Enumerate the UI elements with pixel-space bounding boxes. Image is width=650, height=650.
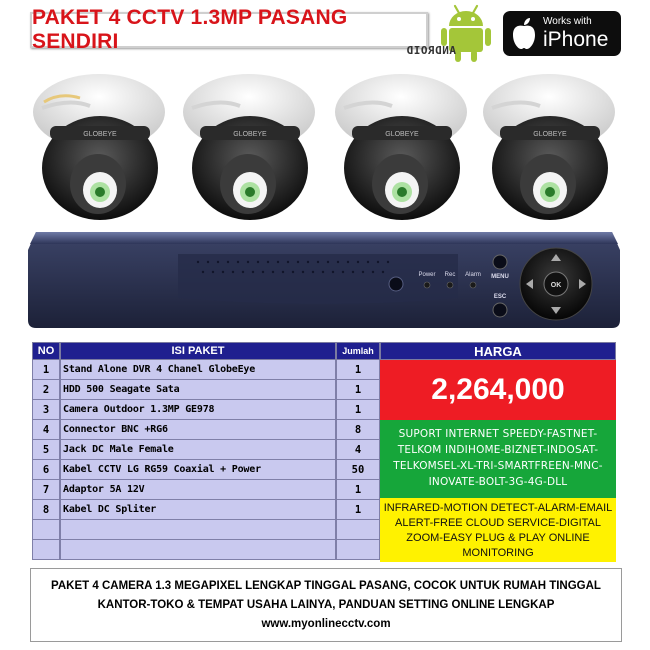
- works-with-iphone-badge: [503, 11, 621, 56]
- cell-item: Stand Alone DVR 4 Chanel GlobeEye: [60, 360, 336, 380]
- cell-qty: 1: [336, 380, 380, 400]
- feature-line: ZOOM-EASY PLUG & PLAY ONLINE: [406, 532, 590, 544]
- cell-item: HDD 500 Seagate Sata: [60, 380, 336, 400]
- cell-no: 5: [32, 440, 60, 460]
- dvr-ok-label: OK: [550, 282, 562, 289]
- camera-brand: GLOBEYE: [233, 131, 267, 138]
- android-label: ANDROID: [406, 44, 456, 57]
- dvr-power-label: Power: [418, 272, 436, 278]
- footer-line: KANTOR-TOKO & TEMPAT USAHA LAINYA, PANDUAN SETTING ONLINE LENGKAP: [97, 599, 555, 611]
- cell-qty: 1: [336, 500, 380, 520]
- features-box: [380, 498, 616, 562]
- cell-item: Jack DC Male Female: [60, 440, 336, 460]
- cell-no: 3: [32, 400, 60, 420]
- cell-qty: 1: [336, 400, 380, 420]
- cell-blank: [336, 520, 380, 540]
- cell-qty: 4: [336, 440, 380, 460]
- camera-brand: GLOBEYE: [385, 131, 419, 138]
- header-qty: Jumlah: [336, 342, 380, 360]
- page-title: PAKET 4 CCTV 1.3MP PASANG SENDIRI: [32, 6, 348, 53]
- cell-no: 8: [32, 500, 60, 520]
- support-line: SUPORT INTERNET SPEEDY-FASTNET-: [398, 428, 598, 440]
- column-qty: [336, 342, 380, 560]
- dome-camera-4: [480, 72, 618, 222]
- website-link[interactable]: www.myonlinecctv.com: [261, 618, 391, 630]
- iphone-badge-small: Works with: [543, 16, 592, 27]
- cell-blank: [60, 520, 336, 540]
- cell-qty: 1: [336, 480, 380, 500]
- cell-no: 1: [32, 360, 60, 380]
- camera-brand: GLOBEYE: [533, 131, 567, 138]
- dvr-recorder: [28, 228, 620, 332]
- support-line: TELKOM INDIHOME-BIZNET-INDOSAT-: [397, 444, 599, 456]
- package-table: [32, 342, 616, 562]
- feature-line: ALERT-FREE CLOUD SERVICE-DIGITAL: [395, 517, 601, 529]
- cell-item: Kabel DC Spliter: [60, 500, 336, 520]
- header-item: ISI PAKET: [60, 342, 336, 360]
- header-price: HARGA: [380, 342, 616, 360]
- footer-line: PAKET 4 CAMERA 1.3 MEGAPIXEL LENGKAP TINGGAL PASANG, COCOK UNTUK RUMAH TINGGAL: [51, 580, 601, 592]
- cell-no: 2: [32, 380, 60, 400]
- dome-camera-2: [180, 72, 318, 222]
- cell-no: 7: [32, 480, 60, 500]
- title-banner: [30, 6, 428, 53]
- footer-description: [30, 568, 622, 642]
- camera-brand: GLOBEYE: [83, 131, 117, 138]
- iphone-badge-big: iPhone: [543, 28, 609, 51]
- dvr-menu-label: MENU: [491, 274, 509, 280]
- cell-item: Kabel CCTV LG RG59 Coaxial + Power: [60, 460, 336, 480]
- cell-blank: [32, 520, 60, 540]
- cell-qty: 50: [336, 460, 380, 480]
- cell-item: Connector BNC +RG6: [60, 420, 336, 440]
- feature-line: MONITORING: [462, 547, 534, 559]
- internet-support-box: [380, 420, 616, 498]
- cell-no: 4: [32, 420, 60, 440]
- support-line: INOVATE-BOLT-3G-4G-DLL: [428, 476, 568, 488]
- cell-blank: [60, 540, 336, 560]
- apple-icon: [509, 17, 539, 51]
- dome-camera-1: [30, 72, 168, 222]
- dvr-esc-label: ESC: [493, 294, 507, 300]
- cell-no: 6: [32, 460, 60, 480]
- column-no: [32, 342, 60, 560]
- cell-blank: [336, 540, 380, 560]
- cell-item: Camera Outdoor 1.3MP GE978: [60, 400, 336, 420]
- price-value: 2,264,000: [380, 360, 616, 420]
- dvr-rec-label: Rec: [444, 272, 456, 278]
- support-line: TELKOMSEL-XL-TRI-SMARTFREEN-MNC-: [393, 460, 603, 472]
- cell-item: Adaptor 5A 12V: [60, 480, 336, 500]
- dome-camera-3: [332, 72, 470, 222]
- cell-qty: 1: [336, 360, 380, 380]
- cell-blank: [32, 540, 60, 560]
- header-no: NO: [32, 342, 60, 360]
- column-item: [60, 342, 336, 560]
- feature-line: INFRARED-MOTION DETECT-ALARM-EMAIL: [383, 502, 613, 514]
- cell-qty: 8: [336, 420, 380, 440]
- dvr-alarm-label: Alarm: [465, 272, 481, 278]
